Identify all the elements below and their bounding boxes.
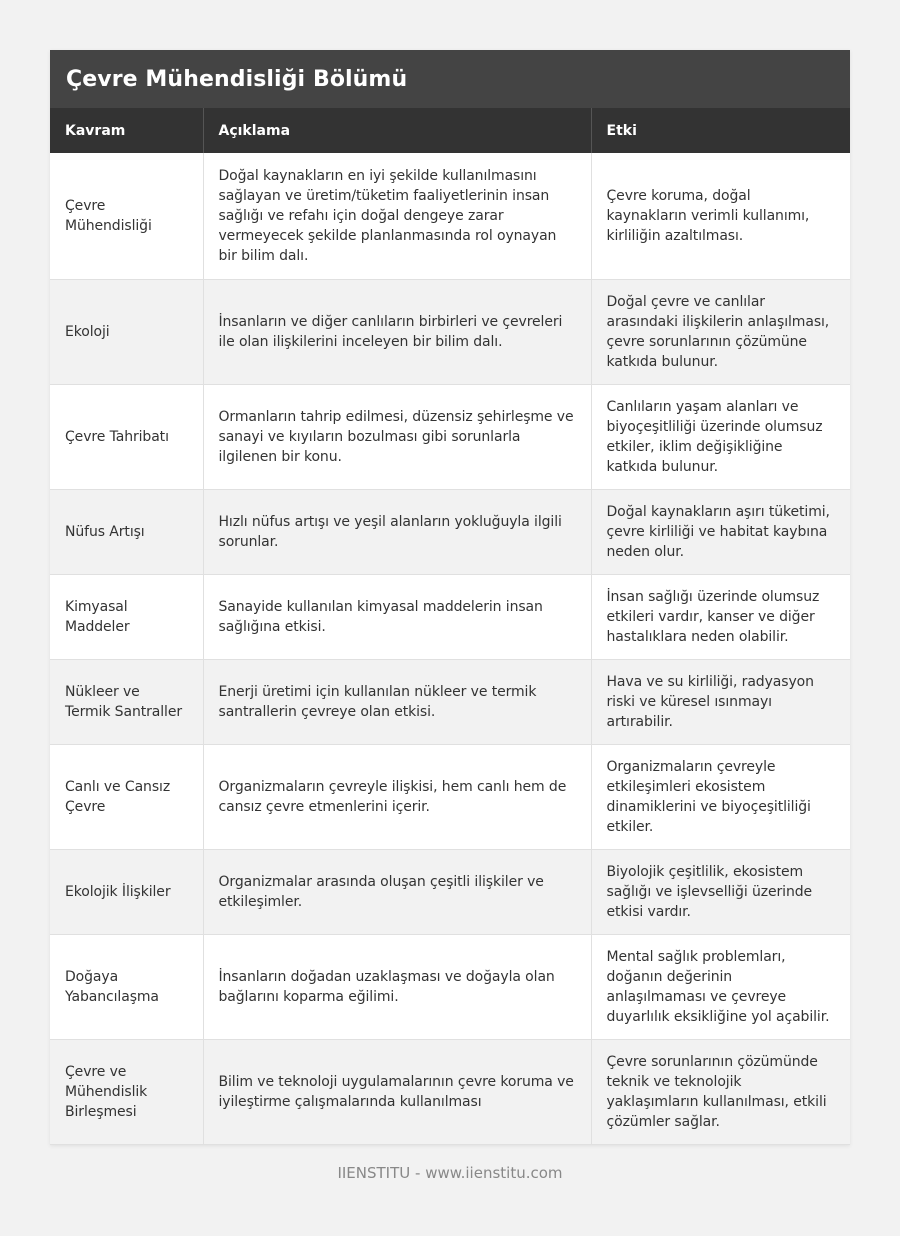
cell-etki: Çevre koruma, doğal kaynakların verimli kullanımı, kirliliğin azaltılması. [591, 153, 850, 279]
table-row [50, 659, 850, 744]
cell-etki: Çevre sorunlarının çözümünde teknik ve teknolojik yaklaşımların kullanılması, etkili çözümler sağlar. [591, 1039, 850, 1144]
table-header [50, 108, 850, 153]
cell-aciklama: Bilim ve teknoloji uygulamalarının çevre koruma ve iyileştirme çalışmalarında kullanılması [203, 1039, 591, 1144]
table-row [50, 744, 850, 849]
table-body [50, 153, 850, 1144]
cell-aciklama: Enerji üretimi için kullanılan nükleer ve termik santrallerin çevreye olan etkisi. [203, 659, 591, 744]
table-row [50, 849, 850, 934]
cell-kavram: Çevre Tahribatı [50, 384, 203, 489]
cell-kavram: Çevre Mühendisliği [50, 153, 203, 279]
footer-credit: IIENSTITU - www.iienstitu.com [337, 1164, 563, 1182]
cell-aciklama: Ormanların tahrip edilmesi, düzensiz şehirleşme ve sanayi ve kıyıların bozulması gibi sorunlarla ilgilenen bir konu. [203, 384, 591, 489]
page-title: Çevre Mühendisliği Bölümü [66, 66, 408, 92]
cell-aciklama: İnsanların ve diğer canlıların birbirleri ve çevreleri ile olan ilişkilerini inceleyen bir bilim dalı. [203, 279, 591, 384]
cell-kavram: Doğaya Yabancılaşma [50, 934, 203, 1039]
concept-table [50, 108, 850, 1145]
table-row [50, 1039, 850, 1144]
cell-etki: Mental sağlık problemları, doğanın değerinin anlaşılmaması ve çevreye duyarlılık eksikliğine yol açabilir. [591, 934, 850, 1039]
column-header-kavram: Kavram [50, 108, 203, 153]
cell-aciklama: İnsanların doğadan uzaklaşması ve doğayla olan bağlarını koparma eğilimi. [203, 934, 591, 1039]
header-row [50, 108, 850, 153]
cell-etki: Biyolojik çeşitlilik, ekosistem sağlığı ve işlevselliği üzerinde etkisi vardır. [591, 849, 850, 934]
cell-kavram: Nükleer ve Termik Santraller [50, 659, 203, 744]
cell-kavram: Canlı ve Cansız Çevre [50, 744, 203, 849]
cell-etki: İnsan sağlığı üzerinde olumsuz etkileri vardır, kanser ve diğer hastalıklara neden olabilir. [591, 574, 850, 659]
table-row [50, 489, 850, 574]
cell-kavram: Çevre ve Mühendislik Birleşmesi [50, 1039, 203, 1144]
table-row [50, 934, 850, 1039]
cell-kavram: Nüfus Artışı [50, 489, 203, 574]
cell-kavram: Ekoloji [50, 279, 203, 384]
cell-aciklama: Sanayide kullanılan kimyasal maddelerin insan sağlığına etkisi. [203, 574, 591, 659]
cell-etki: Hava ve su kirliliği, radyasyon riski ve küresel ısınmayı artırabilir. [591, 659, 850, 744]
table-row [50, 574, 850, 659]
cell-aciklama: Hızlı nüfus artışı ve yeşil alanların yokluğuyla ilgili sorunlar. [203, 489, 591, 574]
cell-aciklama: Doğal kaynakların en iyi şekilde kullanılmasını sağlayan ve üretim/tüketim faaliyetlerinin insan sağlığı ve refahı için doğal dengeye zarar vermeyecek şekilde planlanmasında rol oynayan bir bilim dalı. [203, 153, 591, 279]
cell-aciklama: Organizmaların çevreyle ilişkisi, hem canlı hem de cansız çevre etmenlerini içerir. [203, 744, 591, 849]
title-bar [50, 50, 850, 108]
cell-kavram: Kimyasal Maddeler [50, 574, 203, 659]
content-card [50, 50, 850, 1145]
cell-kavram: Ekolojik İlişkiler [50, 849, 203, 934]
cell-etki: Doğal çevre ve canlılar arasındaki ilişkilerin anlaşılması, çevre sorunlarının çözümüne katkıda bulunur. [591, 279, 850, 384]
column-header-etki: Etki [591, 108, 850, 153]
cell-etki: Organizmaların çevreyle etkileşimleri ekosistem dinamiklerini ve biyoçeşitliliği etkiler. [591, 744, 850, 849]
column-header-aciklama: Açıklama [203, 108, 591, 153]
table-row [50, 384, 850, 489]
table-row [50, 279, 850, 384]
cell-etki: Doğal kaynakların aşırı tüketimi, çevre kirliliği ve habitat kaybına neden olur. [591, 489, 850, 574]
table-row [50, 153, 850, 279]
cell-etki: Canlıların yaşam alanları ve biyoçeşitliliği üzerinde olumsuz etkiler, iklim değişikliğine katkıda bulunur. [591, 384, 850, 489]
cell-aciklama: Organizmalar arasında oluşan çeşitli ilişkiler ve etkileşimler. [203, 849, 591, 934]
